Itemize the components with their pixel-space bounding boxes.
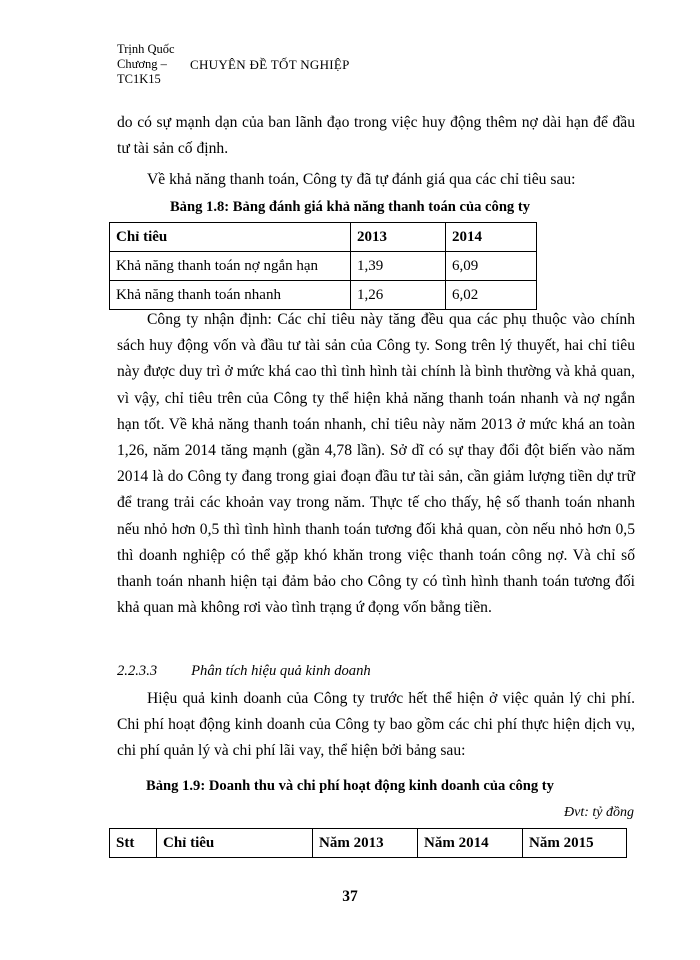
table-cell: 1,39 — [351, 252, 446, 281]
table-header-row — [110, 829, 627, 858]
section-number: 2.2.3.3 — [117, 663, 158, 679]
table-cell: Khả năng thanh toán nợ ngắn hạn — [110, 252, 351, 281]
paragraph-1: do có sự mạnh dạn của ban lãnh đạo trong việc huy động thêm nợ dài hạn để đầu tư tài sản cố định. — [117, 114, 635, 158]
table-cell: Khả năng thanh toán nhanh — [110, 281, 351, 310]
paragraph-3: Công ty nhận định: Các chỉ tiêu này tăng đều qua các phụ thuộc vào chính sách huy động vốn và đầu tư tài sản của Công ty. Song trên lý thuyết, hai chỉ tiêu này được duy trì ở mức khá cao thì tình hình tài chính là bình thường và khả quan, vì vậy, chỉ tiêu trên của Công ty thể hiện khả năng thanh toán nhanh và nợ ngắn hạn tốt. Về khả năng thanh toán nhanh, chỉ tiêu này năm 2013 ở mức khá an toàn 1,26, năm 2014 tăng mạnh (gần 4,78 lần). Sở dĩ có sự thay đổi đột biến vào năm 2014 là do Công ty đang trong giai đoạn đầu tư tài sản, cần giảm lượng tiền dự trữ để trang trải các khoản vay trong năm. Thực tế cho thấy, hệ số thanh toán nhanh nếu nhỏ hơn 0,5 thì tình hình thanh toán tương đối khả quan, còn nếu nhỏ hơn 0,5 thì doanh nghiệp có thể gặp khó khăn trong việc thanh toán công nợ. Và chỉ số thanh toán nhanh hiện tại đảm bảo cho Công ty có tình hình thanh toán tương đối khả quan mà không rơi vào tình trạng ứ đọng vốn bằng tiền. — [117, 311, 635, 617]
table-header-cell: 2013 — [351, 223, 446, 252]
table-header-row — [110, 223, 537, 252]
table-row — [110, 252, 537, 281]
table-row — [110, 281, 537, 310]
table-cell: 6,09 — [446, 252, 537, 281]
paragraph-2: Về khả năng thanh toán, Công ty đã tự đánh giá qua các chỉ tiêu sau: — [147, 171, 576, 188]
header-author: Trịnh Quốc Chương – TC1K15 — [117, 42, 175, 86]
table-1-8-caption: Bảng 1.8: Bảng đánh giá khả năng thanh toán của công ty — [169, 199, 531, 215]
section-title: Phân tích hiệu quả kinh doanh — [191, 663, 371, 679]
header-title: CHUYÊN ĐỀ TỐT NGHIỆP — [190, 57, 350, 72]
section-heading — [117, 663, 371, 680]
unit-label: Đvt: tỷ đồng — [564, 805, 634, 820]
table-cell: 1,26 — [351, 281, 446, 310]
table-header-cell: Năm 2013 — [313, 829, 418, 858]
table-header-cell: Chỉ tiêu — [157, 829, 313, 858]
table-header-cell: 2014 — [446, 223, 537, 252]
table-header-cell: Stt — [110, 829, 157, 858]
table-header-cell: Năm 2015 — [523, 829, 627, 858]
table-cell: 6,02 — [446, 281, 537, 310]
table-1-8 — [109, 222, 537, 310]
page-number: 37 — [342, 888, 358, 905]
table-1-9-caption: Bảng 1.9: Doanh thu và chi phí hoạt động kinh doanh của công ty — [146, 778, 554, 794]
table-header-cell: Năm 2014 — [418, 829, 523, 858]
paragraph-4: Hiệu quả kinh doanh của Công ty trước hết thể hiện ở việc quản lý chi phí. Chi phí hoạt động kinh doanh của Công ty bao gồm các chi phí thực hiện dịch vụ, chi phí quản lý và chi phí lãi vay, thể hiện bởi bảng sau: — [117, 690, 635, 760]
table-1-9 — [109, 828, 627, 858]
table-header-cell: Chỉ tiêu — [110, 223, 351, 252]
